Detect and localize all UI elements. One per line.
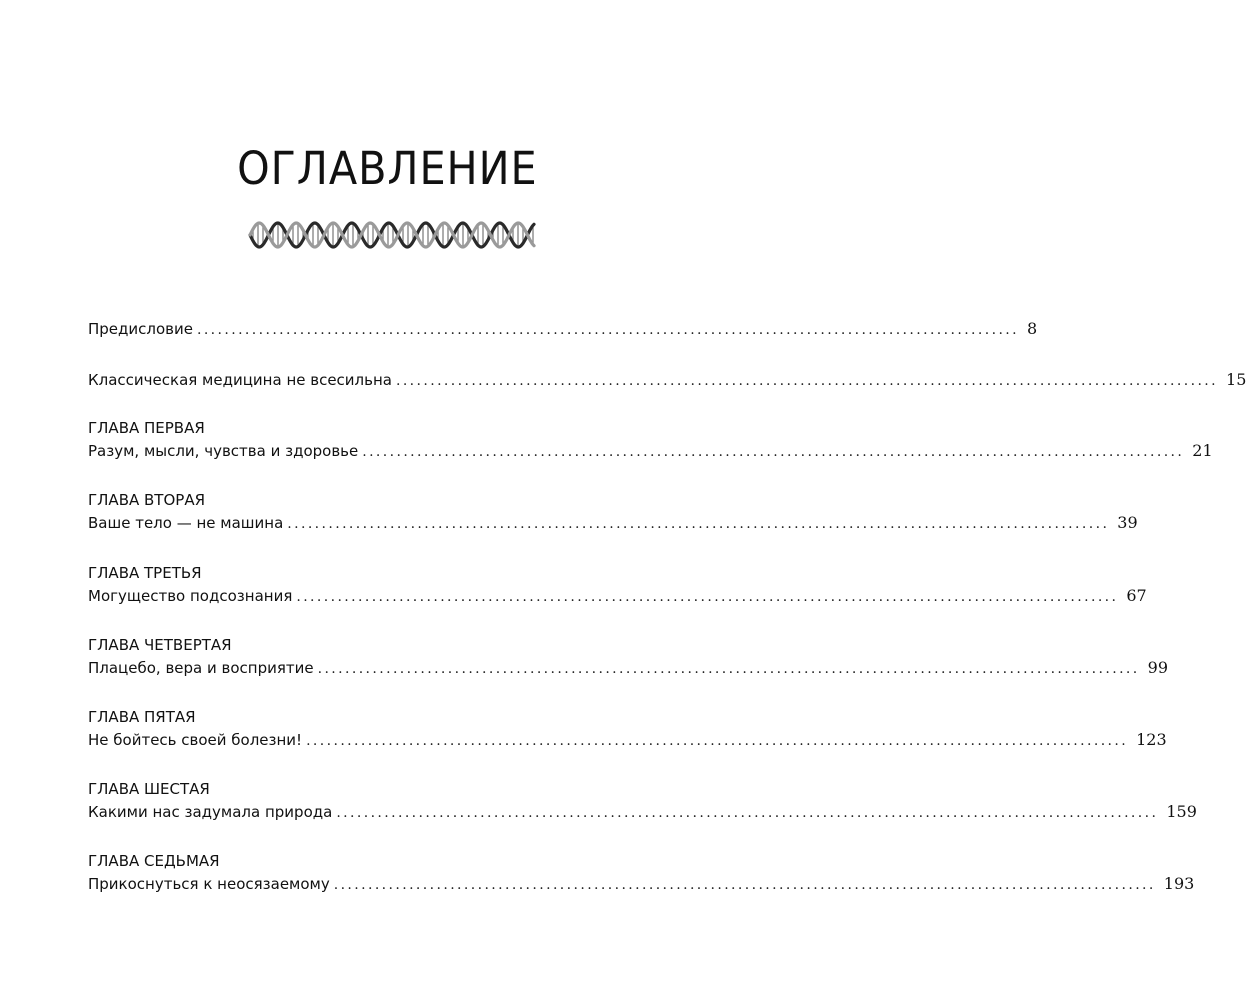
toc-row <box>88 585 1147 607</box>
dot-leader: ........................................................................................................................ <box>306 733 1129 749</box>
toc-page-number: 193 <box>1163 874 1195 893</box>
toc-entry-title: Разум, мысли, чувства и здоровье <box>88 442 359 460</box>
toc-row <box>88 369 1246 391</box>
dot-leader: ........................................................................................................................ <box>196 322 1020 338</box>
chapter-label: ГЛАВА ТРЕТЬЯ <box>88 564 202 582</box>
toc-entry[interactable] <box>88 490 1138 534</box>
toc-entry[interactable] <box>88 369 1246 391</box>
toc-row <box>88 512 1138 534</box>
toc-page-number: 159 <box>1166 802 1197 821</box>
toc-entry-title: Не бойтесь своей болезни! <box>88 731 303 749</box>
dot-leader: ........................................................................................................................ <box>362 444 1185 460</box>
toc-entry-title: Прикоснуться к неосязаемому <box>88 875 330 893</box>
toc-page-number: 8 <box>1027 319 1038 338</box>
toc-entry[interactable] <box>88 563 1147 607</box>
toc-row <box>88 729 1167 751</box>
toc-entry[interactable] <box>88 318 1038 340</box>
toc-page-number: 39 <box>1117 513 1138 532</box>
toc-entry-title: Классическая медицина не всесильна <box>88 371 392 389</box>
chapter-label: ГЛАВА ПЯТАЯ <box>88 708 196 726</box>
toc-row <box>88 657 1168 679</box>
toc-row <box>88 801 1197 823</box>
toc-page-number: 21 <box>1192 441 1213 460</box>
toc-entry-title: Могущество подсознания <box>88 587 293 605</box>
chapter-label: ГЛАВА ПЕРВАЯ <box>88 419 205 437</box>
dot-leader: ........................................................................................................................ <box>333 877 1156 893</box>
dot-leader: ........................................................................................................................ <box>395 373 1219 389</box>
toc-entry-title: Предисловие <box>88 320 193 338</box>
toc-entry-title: Какими нас задумала природа <box>88 803 333 821</box>
dot-leader: ........................................................................................................................ <box>287 516 1110 532</box>
toc-row <box>88 318 1038 340</box>
toc-page-number: 123 <box>1136 730 1167 749</box>
toc-page-number: 99 <box>1147 658 1168 677</box>
chapter-label: ГЛАВА ЧЕТВЕРТАЯ <box>88 636 232 654</box>
toc-entry[interactable] <box>88 635 1168 679</box>
toc-entry[interactable] <box>88 707 1167 751</box>
toc-page-number: 15 <box>1226 370 1246 389</box>
toc-entry-title: Плацебо, вера и восприятие <box>88 659 314 677</box>
chapter-label: ГЛАВА ШЕСТАЯ <box>88 780 210 798</box>
chapter-label: ГЛАВА ВТОРАЯ <box>88 491 205 509</box>
toc-entry[interactable] <box>88 418 1213 462</box>
toc-row <box>88 440 1213 462</box>
toc-entry[interactable] <box>88 851 1195 895</box>
dot-leader: ........................................................................................................................ <box>296 589 1119 605</box>
chapter-label: ГЛАВА СЕДЬМАЯ <box>88 852 220 870</box>
dot-leader: ........................................................................................................................ <box>317 661 1140 677</box>
toc-entry-title: Ваше тело — не машина <box>88 514 284 532</box>
toc-entry[interactable] <box>88 779 1197 823</box>
page-title: ОГЛАВЛЕНИЕ <box>237 142 538 195</box>
toc-row <box>88 873 1195 895</box>
dot-leader: ........................................................................................................................ <box>336 805 1159 821</box>
dna-helix-icon <box>244 218 540 252</box>
toc-page-number: 67 <box>1126 586 1147 605</box>
